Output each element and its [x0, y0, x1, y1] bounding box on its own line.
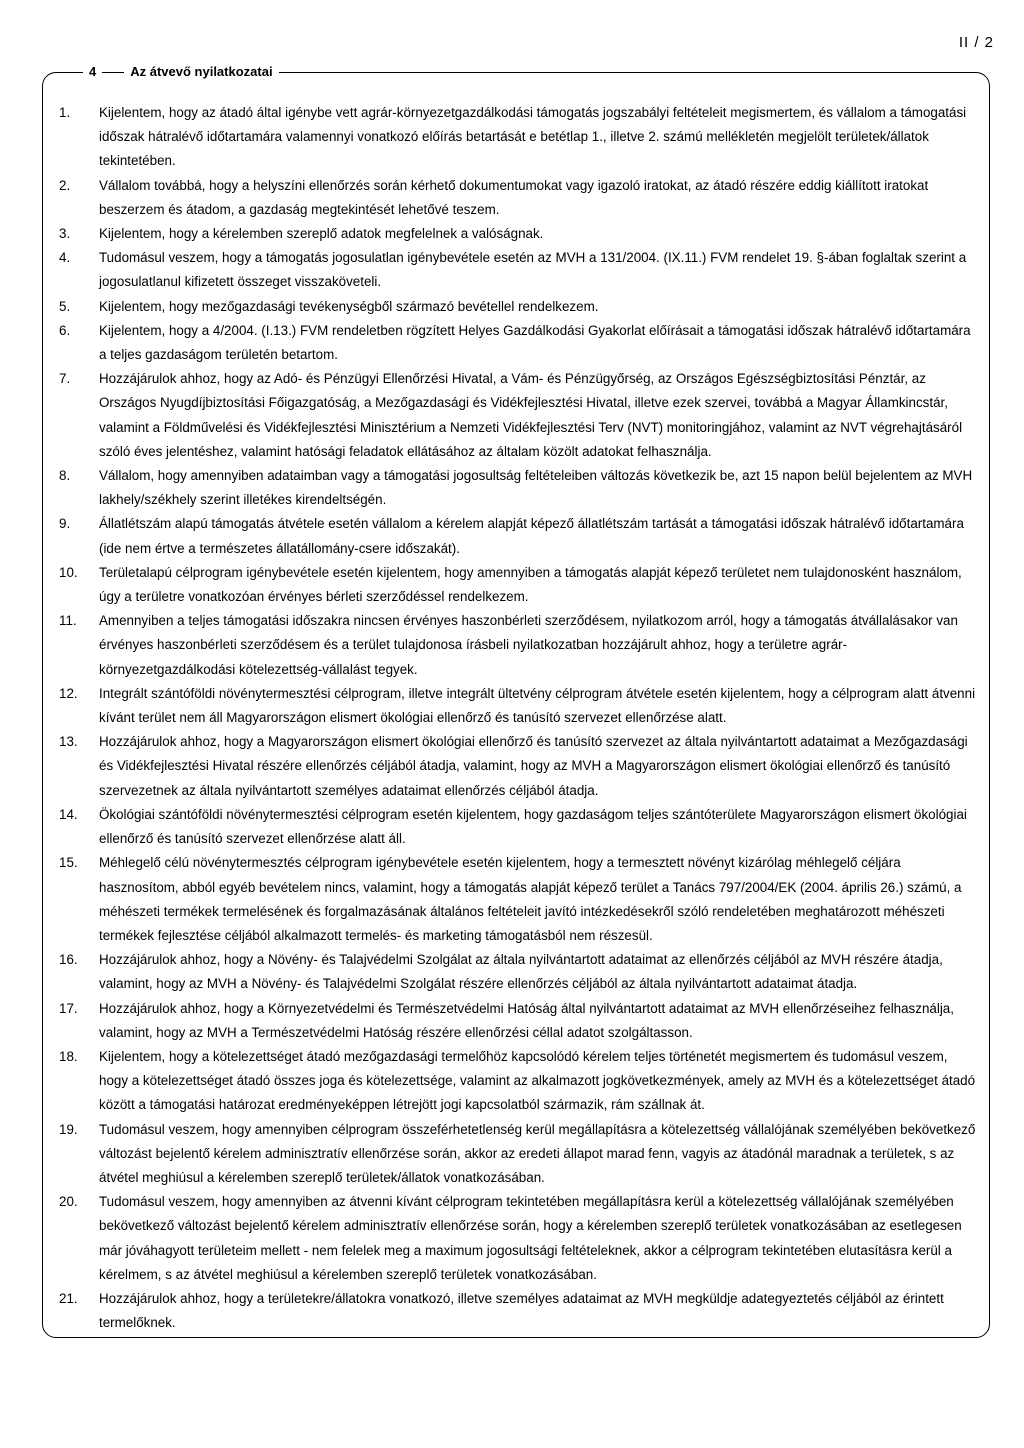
declaration-number: 9.	[59, 516, 71, 532]
declaration-number: 17.	[59, 1000, 78, 1016]
declaration-text: Integrált szántóföldi növénytermesztési célprogram, illetve integrált ültetvény célprogram átvétele esetén kijelentem, hogy a célprogram alatt átvenni kívánt terület nem áll Magyarországon elismert ökológiai ellenőrző és tanúsító szervezet ellenőrzése alatt.	[99, 685, 976, 726]
declaration-number: 14.	[59, 806, 78, 822]
declaration-number: 16.	[59, 952, 78, 968]
declaration-text: Kijelentem, hogy a 4/2004. (I.13.) FVM rendeletben rögzített Helyes Gazdálkodási Gyakorlat előírásait a támogatási időszak hátralévő időtartamára a teljes gazdaságom területén betartom.	[99, 322, 971, 363]
declaration-text: Tudomásul veszem, hogy amennyiben célprogram összeférhetetlenség kerül megállapításra a kötelezettség vállalójának személyében bekövetkező változást bejelentő kérelem adminisztratív ellenőrzése során, akkor az eredeti állapot marad fenn, vagyis az átadónál maradnak a területek, s az átvétel meghiúsul a kérelemben szereplő területek/állatok vonatkozásában.	[99, 1121, 976, 1185]
declaration-text: Méhlegelő célú növénytermesztés célprogram igénybevétele esetén kijelentem, hogy a termesztett növényt kizárólag méhlegelő céljára hasznosítom, abból egyéb bevételem nincs, valamint, hogy a támogatás alapját képező terület a Tanács 797/2004/EK (2004. április 26.) számú, a méhészeti termékek termelésének és forgalmazásának általános feltételeit javító intézkedésekről szóló rendeletében meghatározott méhészeti termékek fejlesztése céljából alkalmazott termelés- és marketing támogatásból nem részesül.	[99, 855, 962, 943]
declaration-text: Hozzájárulok ahhoz, hogy a területekre/állatokra vonatkozó, illetve személyes adataimat az MVH megküldje adategyeztetés céljából az érintett termelőknek.	[99, 1290, 944, 1331]
declaration-number: 7.	[59, 371, 71, 387]
page-number: II / 2	[958, 34, 994, 51]
declaration-number: 19.	[59, 1121, 78, 1137]
declaration-item	[43, 948, 977, 996]
section-number: 4	[89, 64, 97, 79]
declaration-text: Hozzájárulok ahhoz, hogy a Magyarországon elismert ökológiai ellenőrző és tanúsító szervezet az általa nyilvántartott adataimat a Mezőgazdasági és Vidékfejlesztési Hivatal részére ellenőrzés céljából átadja, valamint, hogy az MVH a Magyarországon elismert ökológiai ellenőrző és tanúsító szervezetnek az általa nyilvántartott személyes adataimat ellenőrzés céljából átadja.	[99, 734, 968, 798]
declaration-number: 18.	[59, 1048, 78, 1064]
declaration-item	[43, 464, 977, 512]
declaration-item	[43, 174, 977, 222]
declaration-item	[43, 1118, 977, 1191]
declaration-number: 5.	[59, 298, 71, 314]
declaration-item	[43, 295, 977, 319]
declaration-text: Vállalom, hogy amennyiben adataimban vagy a támogatási jogosultság feltételeiben változás következik be, azt 15 napon belül bejelentem az MVH lakhely/székhely szerint illetékes kirendeltségén.	[99, 468, 973, 508]
declaration-text: Tudomásul veszem, hogy a támogatás jogosulatlan igénybevétele esetén az MVH a 131/2004. (IX.11.) FVM rendelet 19. §-ában foglaltak szerint a jogosulatlanul kifizetett összeget visszaköveteli.	[99, 250, 967, 290]
declaration-text: Ökológiai szántóföldi növénytermesztési célprogram esetén kijelentem, hogy gazdaságom teljes szántóterülete Magyarországon elismert ökológiai ellenőrző és tanúsító szervezet ellenőrzése alatt áll.	[99, 806, 967, 847]
declaration-item	[43, 851, 977, 948]
declaration-number: 10.	[59, 564, 78, 580]
declaration-text: Amennyiben a teljes támogatási időszakra nincsen érvényes haszonbérleti szerződésem, nyilatkozom arról, hogy a támogatás átvállalásakor van érvényes haszonbérleti szerződésem és a terület tulajdonosa írásbeli nyilatkozatban hozzájárult ahhoz, hogy a területre agrár-környezetgazdálkodási kötelezettség-vállalást tegyek.	[99, 613, 958, 677]
declaration-number: 13.	[59, 734, 78, 750]
section-header	[83, 63, 279, 81]
declaration-item	[43, 246, 977, 294]
declaration-number: 8.	[59, 468, 71, 484]
declaration-number: 12.	[59, 685, 78, 701]
declaration-text: Kijelentem, hogy az átadó által igénybe vett agrár-környezetgazdálkodási támogatás jogszabályi feltételeit megismertem, és vállalom a támogatási időszak hátralévő időtartamára valamennyi vonatkozó előírás betartását e betétlap 1., illetve 2. számú mellékletén megjelölt területek/állatok tekintetében.	[99, 105, 967, 169]
declaration-item	[43, 367, 977, 464]
declaration-item	[43, 1190, 977, 1287]
declaration-text: Hozzájárulok ahhoz, hogy a Környezetvédelmi és Természetvédelmi Hatóság által nyilvántartott adataimat az MVH ellenőrzéseihez felhasználja, valamint, hogy az MVH a Természetvédelmi Hatóság részére ellenőrzési céllal adatot szolgáltasson.	[99, 1000, 954, 1040]
declaration-number: 1.	[59, 105, 71, 120]
declaration-number: 15.	[59, 855, 78, 871]
declarations-section	[42, 64, 990, 1338]
declaration-text: Kijelentem, hogy mezőgazdasági tevékenységből származó bevétellel rendelkezem.	[99, 298, 599, 314]
declaration-text: Hozzájárulok ahhoz, hogy a Növény- és Talajvédelmi Szolgálat az általa nyilvántartott adataimat az ellenőrzés céljából az MVH részére átadja, valamint, hogy az MVH a Növény- és Talajvédelmi Szolgálat részére ellenőrzés céljából az általa nyilvántartott adataimat átadja.	[99, 952, 943, 992]
declaration-number: 3.	[59, 226, 71, 242]
declaration-item	[43, 222, 977, 246]
declaration-item	[43, 682, 977, 730]
declaration-item	[43, 561, 977, 609]
declaration-text: Hozzájárulok ahhoz, hogy az Adó- és Pénzügyi Ellenőrzési Hivatal, a Vám- és Pénzügyőrség, az Országos Egészségbiztosítási Pénztár, az Országos Nyugdíjbiztosítási Főigazgatóság, a Mezőgazdasági és Vidékfejlesztési Hivatal, illetve ezek szervei, továbbá a Magyar Államkincstár, valamint a Földművelési és Vidékfejlesztési Minisztérium a Nemzeti Vidékfejlesztési Terv (NVT) monitoringjához, valamint az NVT végrehajtásáról szóló éves jelentéshez, valamint hatósági feladatok ellátásához az általam közölt adatokat felhasználja.	[99, 371, 963, 459]
declaration-item	[43, 997, 977, 1045]
declaration-number: 21.	[59, 1290, 78, 1306]
declaration-text: Területalapú célprogram igénybevétele esetén kijelentem, hogy amennyiben a támogatás alapját képező területet nem tulajdonosként használom, úgy a területre vonatkozóan érvényes bérleti szerződéssel rendelkezem.	[99, 564, 962, 605]
declaration-text: Kijelentem, hogy a kérelemben szereplő adatok megfelelnek a valóságnak.	[99, 226, 544, 242]
declaration-item	[43, 319, 977, 367]
declaration-item	[43, 512, 977, 560]
declaration-number: 20.	[59, 1194, 78, 1210]
declaration-item	[43, 609, 977, 682]
declaration-item	[43, 803, 977, 851]
declaration-text: Állatlétszám alapú támogatás átvétele esetén vállalom a kérelem alapját képező állatlétszám tartását a támogatási időszak hátralévő időtartamára (ide nem értve a természetes állatállomány-csere időszakát).	[99, 516, 964, 556]
declaration-number: 4.	[59, 250, 71, 266]
declaration-item	[43, 730, 977, 803]
declaration-number: 6.	[59, 322, 71, 338]
declaration-text: Tudomásul veszem, hogy amennyiben az átvenni kívánt célprogram tekintetében megállapításra kerül a kötelezettség vállalójának személyében bekövetkező változást bejelentő kérelem adminisztratív ellenőrzése során, hogy a kérelemben szereplő területek vonatkozásában az esetlegesen már jóváhagyott területeim mellett - nem felelek meg a maximum jogosultsági feltételeknek, akkor a célprogram tekintetében elutasításra kerül a kérelmem, s az átvétel meghiúsul a kérelemben szereplő területek vonatkozásában.	[99, 1194, 962, 1282]
section-title: Az átvevő nyilatkozatai	[130, 64, 273, 79]
section-dash	[102, 72, 124, 73]
declaration-number: 11.	[59, 613, 77, 629]
declaration-list	[43, 101, 977, 1335]
declaration-item	[43, 101, 977, 174]
declaration-item	[43, 1045, 977, 1118]
declaration-text: Kijelentem, hogy a kötelezettséget átadó mezőgazdasági termelőhöz kapcsolódó kérelem teljes történetét megismertem és tudomásul veszem, hogy a kötelezettséget átadó összes joga és kötelezettsége, valamint az alkalmazott jogkövetkezmények, amely az MVH és a kötelezettséget átadó között a támogatási határozat eredményeképpen létrejött jogi kapcsolatból származik, rám szállnak át.	[99, 1048, 976, 1113]
declaration-text: Vállalom továbbá, hogy a helyszíni ellenőrzés során kérhető dokumentumokat vagy igazoló iratokat, az átadó részére eddig kiállított iratokat beszerzem és átadom, a gazdaság megtekintését lehetővé teszem.	[99, 177, 929, 217]
declaration-number: 2.	[59, 177, 71, 193]
declaration-item	[43, 1287, 977, 1335]
